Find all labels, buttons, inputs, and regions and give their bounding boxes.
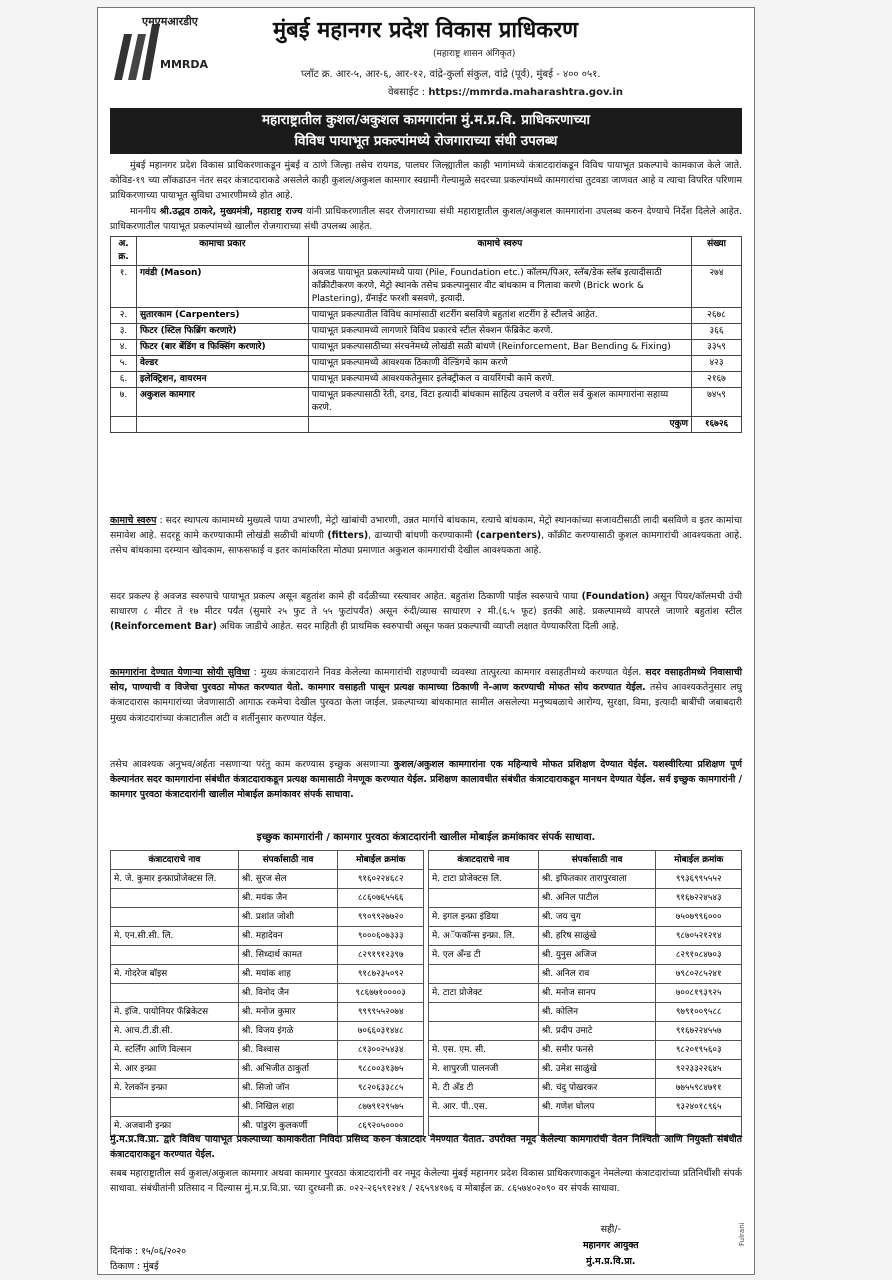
contractor-name: [111, 889, 239, 908]
job-description: पायाभूत प्रकल्पासाठी रेती, दगड, विटा इत्यादी बांधकाम साहित्य उचलणे व वरील सर्व कुशल कामगारांना सहाय्य करणे.: [308, 388, 691, 417]
job-description: पायाभूत प्रकल्पासाठीच्या संरचनेमध्ये लोखंडी सळी बांधणे (Reinforcement, Bar Bending & Fixing): [308, 340, 691, 356]
job-count: २६७८: [692, 308, 742, 324]
headline-banner: [110, 108, 742, 154]
table-row: [111, 1098, 424, 1117]
total-value: १६७२६: [692, 417, 742, 433]
mobile-number: ७०६६०३१४४८: [338, 1022, 424, 1041]
contractor-name: [429, 889, 539, 908]
table-row: [111, 266, 742, 308]
section-label: कामगारांना देण्यात येणाऱ्या सोयी सुविधा: [110, 667, 250, 678]
para-bold: सदर वसाहतीमध्ये निवासाची सोय, पाण्याची व विजेचा पुरवठा मोफत करण्यात येतो. कामगार वसाहती पासून प्रत्यक्ष कामाच्या ठिकाणी ने-आण करण्याची मोफत सोय करण्यात येईल.: [110, 667, 743, 694]
contact-name: श्री. गणेश घोलप: [538, 1098, 656, 1117]
table-row: [111, 308, 742, 324]
signature: सही/-: [600, 1224, 621, 1235]
job-type: अकुशल कामगार: [136, 388, 308, 417]
job-number: १.: [111, 266, 137, 308]
contractor-name: [111, 946, 239, 965]
contractor-name: मे. एस. एम. सी.: [429, 1041, 539, 1060]
contact-name: श्री. पांडुरंग कुलकर्णी: [238, 1117, 338, 1136]
table-row: [111, 1003, 424, 1022]
website-line: [388, 84, 623, 98]
table-row: [429, 984, 742, 1003]
section-label: कामाचे स्वरुप: [110, 515, 157, 526]
table-row: [429, 889, 742, 908]
table-row: [111, 1041, 424, 1060]
mobile-number: ९८२०६३३८८५: [338, 1079, 424, 1098]
job-number: ४.: [111, 340, 137, 356]
contact-name: श्री. समीर फनसे: [538, 1041, 656, 1060]
jobs-table-body: [111, 266, 742, 417]
para-term: (fitters): [327, 530, 369, 542]
para-term: (carpenters): [475, 530, 542, 542]
contractor-name: मे. अजवानी इन्फ्रा: [111, 1117, 239, 1136]
contact-name: श्री. विनोद जैन: [238, 984, 338, 1003]
table-row: [111, 340, 742, 356]
job-number: ५.: [111, 356, 137, 372]
table-row: [111, 870, 424, 889]
column-header: मोबाईल क्रमांक: [656, 851, 742, 870]
logo-text-marathi: एमएमआरडीए: [142, 15, 198, 28]
job-description: पायाभूत प्रकल्पातील विविध कामांसाठी शटरींग बसविणे बहुतांश शटरींग हे स्टीलचे आहेत.: [308, 308, 691, 324]
job-type: फिटर (बार बेंडिंग व फिक्सिंग करणारे): [136, 340, 308, 356]
job-count: ३३५९: [692, 340, 742, 356]
para-text: , ढाच्याची बांधणी करण्याकामी: [368, 530, 476, 542]
mobile-number: ९०००६०७३३३: [338, 927, 424, 946]
table-row: [111, 324, 742, 340]
banner-line-1: महाराष्ट्रातील कुशल/अकुशल कामगारांना मुं.म.प्र.वि. प्राधिकरणाच्या: [261, 112, 591, 128]
website-label: वेबसाईट :: [388, 87, 426, 98]
contact-name: श्री. चंदु पोखरकर: [538, 1079, 656, 1098]
column-header: संपर्कासाठी नाव: [538, 851, 656, 870]
cm-name: श्री.उद्धव ठाकरे, मुख्यमंत्री, महाराष्ट्र राज्य: [159, 206, 303, 217]
table-row: [111, 1060, 424, 1079]
contact-name: श्री. जय चुग: [538, 908, 656, 927]
job-number: २.: [111, 308, 137, 324]
job-count: २७४: [692, 266, 742, 308]
intro-text: माननीय: [130, 206, 160, 217]
contact-name: श्री. सिध्दार्थ कामत: [238, 946, 338, 965]
table-row: [111, 984, 424, 1003]
contact-name: श्री. विजय इंगळे: [238, 1022, 338, 1041]
column-header: कामाचे स्वरुप: [308, 237, 691, 266]
contact-name: श्री. प्रशांत जोशी: [238, 908, 338, 927]
job-description: अवजड पायाभूत प्रकल्पांमध्ये पाया (Pile, Foundation etc.) कॉलम/पिअर, स्लॅब/डेक स्लॅब इत्यादीसाठी कॉंक्रीटीकरण करणे, मेट्रो स्थानके तसेच प्रकल्पानुसार वीट बांधकाम व गिलावा करणे (Brick work & Plastering), ग्रॅनाईट फरशी बसवणे, इत्यादी.: [308, 266, 691, 308]
contact-name: श्री. मनोज कुमार: [238, 1003, 338, 1022]
contact-name: श्री. सुरज सेल: [238, 870, 338, 889]
job-count: ४२३: [692, 356, 742, 372]
contact-name: श्री. मनोज सानप: [538, 984, 656, 1003]
mobile-number: ९९०९९२७७२०: [338, 908, 424, 927]
column-header: संख्या: [692, 237, 742, 266]
table-row: [429, 908, 742, 927]
mobile-number: ९८८००३१३७५: [338, 1060, 424, 1079]
para-text: : मुख्य कंत्राटदाराने निवड केलेल्या कामगारांची राहण्याची व्यवस्था तात्पुरत्या कामगार वसाहतीमध्ये करण्यात येईल.: [249, 667, 646, 678]
training-paragraph: [110, 757, 742, 803]
table-row: [111, 908, 424, 927]
contractor-name: [429, 1022, 539, 1041]
table-row: [111, 1079, 424, 1098]
contacts-left-body: [111, 870, 424, 1136]
intro-paragraph-2: [110, 204, 742, 234]
contractor-name: मे. आर. पी..एस.: [429, 1098, 539, 1117]
contact-heading: इच्छुक कामगारांनी / कामगार पुरवठा कंत्राटदारांनी खालील मोबाईल क्रमांकावर संपर्क साधावा.: [256, 832, 596, 843]
table-row: [429, 1060, 742, 1079]
contractor-name: [429, 1003, 539, 1022]
mobile-number: ८२९१९१२३९७: [338, 946, 424, 965]
job-number: ६.: [111, 372, 137, 388]
table-row: [111, 927, 424, 946]
designation: महानगर आयुक्त: [583, 1240, 639, 1251]
job-description: पायाभूत प्रकल्पामध्ये आवश्यक ठिकाणी वेल्डिंगचे काम करणे: [308, 356, 691, 372]
date-place: [110, 1244, 186, 1274]
mobile-number: ९१६०२२४६८२: [338, 870, 424, 889]
job-number: ७.: [111, 388, 137, 417]
signature-block: [583, 1222, 639, 1270]
website-url: https://mmrda.maharashtra.gov.in: [428, 87, 624, 98]
mobile-number: ९१८७२३५०९२: [338, 965, 424, 984]
contact-name: श्री. अनिल पाटील: [538, 889, 656, 908]
para-term: (Foundation): [581, 591, 650, 602]
mobile-number: ८८६०७६५५६६: [338, 889, 424, 908]
organisation: मुं.म.प्र.वि.प्रा.: [586, 1256, 636, 1267]
address: प्लॉट क्र. आर-५, आर-६, आर-१२, वांद्रे-कुर्ला संकुल, वांद्रे (पूर्व), मुंबई - ४०० ०५१.: [301, 69, 601, 80]
contacts-table-right: [428, 850, 742, 1136]
table-row: [111, 889, 424, 908]
table-row: [429, 1079, 742, 1098]
date: दिनांक : १५/०६/२०२०: [110, 1246, 187, 1257]
table-row: [111, 1022, 424, 1041]
contractor-name: मे. स्टर्लिंग आणि विल्सन: [111, 1041, 239, 1060]
contractor-name: मे. गोदरेज बॉइस: [111, 965, 239, 984]
table-row: [429, 1003, 742, 1022]
mobile-number: ९१६७२२४५५७: [656, 1022, 742, 1041]
contacts-right-body: [429, 870, 742, 1136]
contractor-name: [111, 908, 239, 927]
mobile-number: ७७५५९८४७११: [656, 1079, 742, 1098]
para-text: , कॉंक्रीट करण्यासाठी कुशल कामगारांची आवश्यकता आहे. तसेच बांधकामा दरम्यान खोदकाम, साफसफाई व इतर कामांकरिता मोठ्या प्रमाणात अकुशल कामगारांची देखील आवश्यकता आहे.: [110, 530, 743, 557]
column-header: कंत्राटदाराचे नाव: [111, 851, 239, 870]
table-header-row: [429, 851, 742, 870]
contact-name: श्री. मयांक शाह: [238, 965, 338, 984]
contractor-name: [111, 984, 239, 1003]
table-row: [111, 946, 424, 965]
contact-name: श्री. युनुस अजिज: [538, 946, 656, 965]
job-type: गवंडी (Mason): [136, 266, 308, 308]
contact-name: श्री. इफितकार तारापुरवाला: [538, 870, 656, 889]
project-paragraph: [110, 589, 742, 635]
vendor-mark: Fulrani: [738, 1222, 746, 1246]
logo-text-english: MMRDA: [160, 58, 209, 71]
banner-line-2: विविध पायाभूत प्रकल्पांमध्ये रोजगाराच्या संधी उपलब्ध: [294, 133, 558, 149]
table-header-row: [111, 851, 424, 870]
closing-paragraph-1: मुं.म.प्र.वि.प्रा. द्वारे विविध पायाभूत प्रकल्पाच्या कामाकरीता निविदा प्रसिध्द करुन कंत्राटदार नेमण्यात येतात. उपरोक्त नमूद केलेल्या कामगारांची वेतन निश्चिती आणि नियुक्ती संबंधीत कंत्राटदाराकडून करण्यात येईल.: [110, 1134, 742, 1161]
closing-paragraph-2: सबब महाराष्ट्रातील सर्व कुशल/अकुशल कामगार अथवा कामगार पुरवठा कंत्राटदारांनी वर नमूद केलेल्या मुंबई महानगर प्रदेश विकास प्राधिकरणाकडून नेमलेल्या कंत्राटदारांच्या प्रतिनिधींशी संपर्क साधावा. संबंधीतांनी प्रतिसाद न दिल्यास मुं.म.प्र.वि.प्रा. च्या दुरध्वनी क्र. ०२२-२६५९१२४१ / २६५९४१७६ व मोबाईल क्र. ८६५७४०२०९० वर संपर्क साधावा.: [110, 1168, 742, 1195]
contractor-name: मे. इगल इन्फ्रा इंडिया: [429, 908, 539, 927]
mobile-number: ९८२०१९५६०३: [656, 1041, 742, 1060]
contact-name: श्री. अभिजीत ठाकुर्ता: [238, 1060, 338, 1079]
job-type: वेल्डर: [136, 356, 308, 372]
contractor-name: मे. रेलकॉन इन्फ्रा: [111, 1079, 239, 1098]
contacts-table-left: [110, 850, 424, 1136]
contact-name: श्री. उमेश साळुंखे: [538, 1060, 656, 1079]
contact-name: श्री. विश्वास: [238, 1041, 338, 1060]
para-text: तसेच आवश्यकतेनुसार लघु कंत्राटदारास कामगारांच्या जेवणासाठी आगाऊ रकमेचा देखील पुरवठा केला जाईल. प्रकल्पाच्या बांधकामात सामील असलेल्या मनुष्यबळाचे आरोग्य, सुरक्षा, विमा, इत्यादी बाबींची जबाबदारी मुख्य कंत्राटदारांच्या कंत्राटातील अटी व शर्तीनुसार करण्यात येईल.: [110, 682, 742, 724]
contractor-name: मे. अॅफकॉन्स इन्फ्रा. लि.: [429, 927, 539, 946]
contractor-name: मे. एल अँन्ड टी: [429, 946, 539, 965]
job-description: पायाभूत प्रकल्पामध्ये आवश्यकतेनुसार इलेक्ट्रीकल व वायरिंगची कामे करणे.: [308, 372, 691, 388]
job-count: ३६६: [692, 324, 742, 340]
mobile-number: ८७७९१२९५७५: [338, 1098, 424, 1117]
mobile-number: ९१६७२२४५४३: [656, 889, 742, 908]
contractor-name: मे. टाटा प्रोजेक्ट: [429, 984, 539, 1003]
contact-name: श्री. सिजो जॉन: [238, 1079, 338, 1098]
table-row: [429, 1098, 742, 1117]
contact-name: श्री. मयंक जैन: [238, 889, 338, 908]
job-type: फिटर (स्टिल फिब्रिंग करणारे): [136, 324, 308, 340]
table-row: [429, 946, 742, 965]
mobile-number: ९९३६९९५५५२: [656, 870, 742, 889]
table-row: [429, 870, 742, 889]
contact-name: श्री. महादेवन: [238, 927, 338, 946]
column-header: मोबाईल क्रमांक: [338, 851, 424, 870]
facilities-paragraph: [110, 665, 742, 726]
place: ठिकाण : मुंबई: [110, 1261, 159, 1272]
mobile-number: ९८७०५२१२१४: [656, 927, 742, 946]
contractor-name: [111, 1098, 239, 1117]
mobile-number: ७९८०२८५२४१: [656, 965, 742, 984]
mobile-number: ८६९२०५००००: [338, 1117, 424, 1136]
mobile-number: ८२९१०८४७०३: [656, 946, 742, 965]
contractor-name: [429, 965, 539, 984]
contact-name: श्री. हरिष साळुंखे: [538, 927, 656, 946]
contact-name: श्री. अनिल राव: [538, 965, 656, 984]
mobile-number: ९२२३३२२६४५: [656, 1060, 742, 1079]
contact-name: श्री. निखिल शहा: [238, 1098, 338, 1117]
table-header-row: [111, 237, 742, 266]
intro-text: यांनी प्राधिकरणातील सदर रोजगाराच्या संधी महाराष्ट्रातील कुशल/अकुशल कामगारांना उपलब्ध करुन देण्याचे निर्देश दिलेले आहेत. प्राधिकरणातील पायाभूत प्रकल्पांमध्ये खालील रोजगाराच्या संधी उपलब्ध आहेत.: [110, 206, 742, 233]
contractor-name: मे. इंजि. पायोनियर फॅब्रिकेटस: [111, 1003, 239, 1022]
contractor-name: मे. जे. कुमार इन्फ्राप्रोजेक्टस लि.: [111, 870, 239, 889]
intro-paragraph-1: मुंबई महानगर प्रदेश विकास प्राधिकरणाकडून मुंबई व ठाणे जिल्हा तसेच रायगड, पालघर जिल्ह्यातील काही भागांमध्ये कंत्राटदारांकडून विविध पायाभूत प्रकल्पाचे कामकाज केले जाते. कोविड-१९ च्या लॉकडाउन नंतर सदर कंत्राटदाराकडे असलेले काही कुशल/अकुशल कामगार स्वग्रामी गेल्यामुळे सदरच्या प्रकल्पांमध्ये कामगारांचा तुटवडा जाणवत आहे व त्याचा विपरित परिणाम प्राधिकरणाच्या पायाभूत सुविधा उभारणीमध्ये होत आहे.: [110, 160, 742, 202]
para-text: सदर प्रकल्प हे अवजड स्वरुपाचे पायाभूत प्रकल्प असून बहुतांश कामे ही वर्दळीच्या रस्त्यावर आहेत. बहुतांश ठिकाणी पाईल स्वरुपाचे पाया: [110, 591, 582, 602]
table-row: [111, 388, 742, 417]
job-number: ३.: [111, 324, 137, 340]
contractor-name: मे. टी अँड टी: [429, 1079, 539, 1098]
para-text: तसेच आवश्यक अनुभव/अर्हता नसणाऱ्या परंतु काम करण्यास इच्छुक असणाऱ्या: [110, 759, 394, 770]
table-row: [111, 372, 742, 388]
page-title: मुंबई महानगर प्रदेश विकास प्राधिकरण: [273, 18, 579, 43]
para-bold: कुशल/अकुशल कामगारांना एक महिन्याचे मोफत प्रशिक्षण देण्यात येईल. यशस्वीरित्या प्रशिक्षण पूर्ण केल्यानंतर सदर कामगारांना संबंधीत कंत्राटदाराकडून प्रत्यक्ष कामासाठी नेमणूक करण्यात येईल. प्रशिक्षण कालावधीत संबंधीत कंत्राटदाराकडून मानधन देण्यात येईल. सर्व इच्छुक कामगारांनी / कामगार पुरवठा कंत्राटदारांनी खालील मोबाईल क्रमांकावर संपर्क साधावा.: [110, 759, 742, 801]
job-count: २१६७: [692, 372, 742, 388]
mobile-number: ९३२४०१८९६५: [656, 1098, 742, 1117]
contractor-name: मे. आर इन्फ्रा: [111, 1060, 239, 1079]
total-row: [111, 417, 742, 433]
header: [98, 8, 754, 106]
table-row: [429, 927, 742, 946]
table-row: [429, 1022, 742, 1041]
contractor-name: मे. शापुरजी पालनजी: [429, 1060, 539, 1079]
nature-paragraph: [110, 513, 742, 559]
mobile-number: ९७९१००९५८८: [656, 1003, 742, 1022]
table-row: [429, 965, 742, 984]
column-header: अ. क्र.: [111, 237, 137, 266]
contractor-name: मे. एन.सी.सी. लि.: [111, 927, 239, 946]
mobile-number: ९९९९५५२०७४: [338, 1003, 424, 1022]
column-header: कंत्राटदाराचे नाव: [429, 851, 539, 870]
column-header: कामाचा प्रकार: [136, 237, 308, 266]
subtitle: (महाराष्ट्र शासन अंगिकृत): [433, 49, 516, 59]
job-count: ७४५९: [692, 388, 742, 417]
table-row: [429, 1041, 742, 1060]
mobile-number: ७००८१९३९२५: [656, 984, 742, 1003]
para-text: असून पियर/कॉलमची उंची साधारण ८ मीटर ते १७ मीटर पर्यंत (सुमारे २५ फुट ते ५५ फुटांपर्यंत) असून रुंदी/व्यास साधारण २ मी.(६.५ फूट) इतकी आहे. प्रकल्पामध्ये वापरले जाणारे बहुतांश स्टील: [110, 591, 742, 618]
job-type: इलेक्ट्रिशन, वायरमन: [136, 372, 308, 388]
table-row: [111, 356, 742, 372]
job-description: पायाभूत प्रकल्पामध्ये लागणारे विविध प्रकारचे स्टील सेक्शन फॅब्रिकेट करणे.: [308, 324, 691, 340]
para-text: अधिक जाडीचे आहेत. सदर माहिती ही प्राथमिक स्वरुपाची असून फक्त प्रकल्पाची व्याप्ती लक्षात येण्याकरिता दिली आहे.: [216, 621, 620, 633]
para-term: (Reinforcement Bar): [110, 621, 217, 633]
contact-name: श्री. प्रदीप उमाटे: [538, 1022, 656, 1041]
jobs-table: [110, 236, 742, 433]
contractor-name: मे. टाटा प्रोजेक्टस लि.: [429, 870, 539, 889]
contact-name: श्री. कोलिन: [538, 1003, 656, 1022]
job-type: सुतारकाम (Carpenters): [136, 308, 308, 324]
mobile-number: ७५०७९९६०००: [656, 908, 742, 927]
mobile-number: ८१३००२५४३४: [338, 1041, 424, 1060]
para-text: : सदर स्थापत्य कामामध्ये मुख्यत्वे पाया उभारणी, मेट्रो खांबांची उभारणी, उन्नत मार्गाचे बांधकाम, रत्याचे बांधकाम, मेट्रो स्थानकांच्या सजावटीसाठी लादी बसविणे व इतर कामांचा समावेश आहे. सदरहू कामे करण्याकामी लोखंडी सळीची बांधणी: [110, 515, 742, 542]
total-label: एकुण: [308, 417, 691, 433]
table-row: [111, 965, 424, 984]
column-header: संपर्कासाठी नाव: [238, 851, 338, 870]
newspaper-advertisement: [97, 7, 755, 1275]
contractor-name: मे. आच.टी.डी.सी.: [111, 1022, 239, 1041]
mobile-number: ९८६७७१००००३: [338, 984, 424, 1003]
